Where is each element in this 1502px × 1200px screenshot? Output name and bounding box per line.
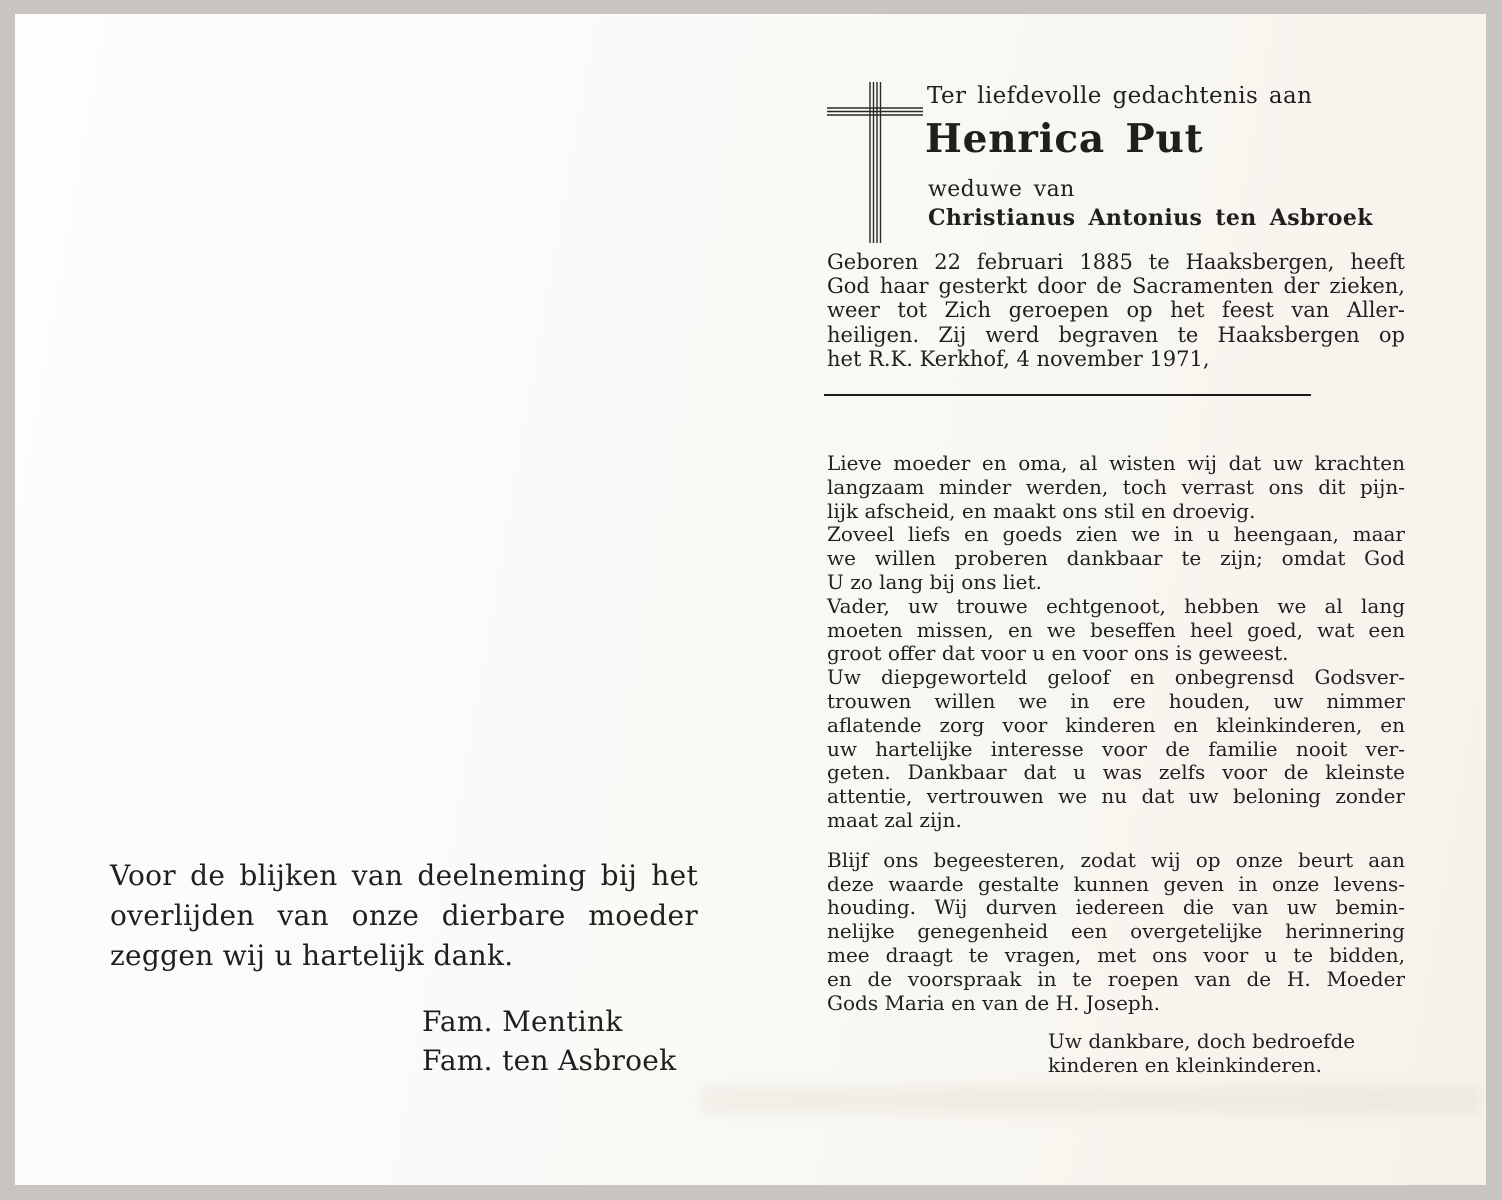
- paragraph: [422, 1002, 822, 1080]
- dedication-line: Ter liefdevolle gedachtenis aan: [927, 83, 1313, 109]
- text-line: Gods Maria en van de H. Joseph.: [827, 990, 1160, 1015]
- paragraph: [827, 523, 1405, 594]
- text-line: uw hartelijke interesse voor de familie nooit ver-: [827, 736, 1405, 761]
- text-line: overlijden van onze dierbare moeder: [110, 899, 698, 932]
- text-line: attentie, vertrouwen we nu dat uw beloning zonder: [827, 784, 1405, 809]
- family-signatures: [422, 1002, 822, 1080]
- text-line: God haar gesterkt door de Sacramenten der zieken,: [827, 274, 1405, 299]
- text-line: Blijf ons begeesteren, zodat wij op onze beurt aan: [827, 847, 1405, 872]
- text-line: Fam. ten Asbroek: [422, 1044, 677, 1077]
- paragraph: [827, 666, 1405, 833]
- text-line: mee draagt te vragen, met ons voor u te bidden,: [827, 942, 1405, 967]
- paragraph: [1048, 1030, 1408, 1078]
- text-line: Zoveel liefs en goeds zien we in u heengaan, maar: [827, 522, 1405, 547]
- text-line: Vader, uw trouwe echtgenoot, hebben we al lang: [827, 593, 1405, 618]
- text-line: aflatende zorg voor kinderen en kleinkinderen, en: [827, 712, 1405, 737]
- text-line: Voor de blijken van deelneming bij het: [110, 859, 698, 892]
- memorial-card-sheet: [15, 14, 1486, 1185]
- spouse-name: Christianus Antonius ten Asbroek: [928, 205, 1373, 231]
- paragraph: [827, 250, 1405, 371]
- scan-shadow: [700, 1086, 1480, 1114]
- deceased-name: Henrica Put: [925, 116, 1204, 162]
- paragraph: [110, 856, 698, 976]
- closing-signature: [1048, 1030, 1408, 1078]
- text-line: Uw diepgeworteld geloof en onbegrensd Godsver-: [827, 665, 1405, 690]
- text-line: houding. Wij durven iedereen die van uw bemin-: [827, 895, 1405, 920]
- text-line: groot offer dat voor u en voor ons is geweest.: [827, 641, 1289, 666]
- divider-rule: [824, 394, 1311, 396]
- text-line: moeten missen, en we beseffen heel goed, wat een: [827, 617, 1405, 642]
- paragraph: [827, 452, 1405, 523]
- text-line: Uw dankbare, doch bedroefde: [1048, 1029, 1356, 1053]
- text-line: Lieve moeder en oma, al wisten wij dat uw krachten: [827, 451, 1405, 475]
- text-line: lijk afscheid, en maakt ons stil en droevig.: [827, 498, 1256, 523]
- text-line: U zo lang bij ons liet.: [827, 569, 1042, 594]
- cross-icon: [827, 80, 923, 245]
- text-line: we willen proberen dankbaar te zijn; omdat God: [827, 546, 1405, 571]
- text-line: en de voorspraak in te roepen van de H. Moeder: [827, 966, 1405, 991]
- text-line: weer tot Zich geroepen op het feest van Aller-: [827, 298, 1405, 323]
- relation-line: weduwe van: [928, 177, 1075, 202]
- text-line: geten. Dankbaar dat u was zelfs voor de kleinste: [827, 760, 1405, 785]
- text-line: Geboren 22 februari 1885 te Haaksbergen, heeft: [827, 250, 1405, 274]
- life-summary-paragraph: [827, 250, 1405, 371]
- text-line: zeggen wij u hartelijk dank.: [110, 939, 514, 972]
- text-line: maat zal zijn.: [827, 807, 962, 832]
- paragraph: [827, 595, 1405, 666]
- text-line: nelijke genegenheid een overgetelijke herinnering: [827, 919, 1405, 944]
- text-line: het R.K. Kerkhof, 4 november 1971,: [827, 346, 1210, 371]
- memorial-text: [827, 452, 1405, 1015]
- condolence-paragraph: [110, 856, 698, 976]
- paragraph: [827, 849, 1405, 1016]
- text-line: langzaam minder werden, toch verrast ons dit pijn-: [827, 474, 1405, 499]
- text-line: kinderen en kleinkinderen.: [1048, 1052, 1323, 1077]
- text-line: deze waarde gestalte kunnen geven in onze levens-: [827, 871, 1405, 896]
- text-line: trouwen willen we in ere houden, uw nimmer: [827, 688, 1405, 713]
- text-line: heiligen. Zij werd begraven te Haaksbergen op: [827, 322, 1405, 347]
- text-line: Fam. Mentink: [422, 1005, 623, 1038]
